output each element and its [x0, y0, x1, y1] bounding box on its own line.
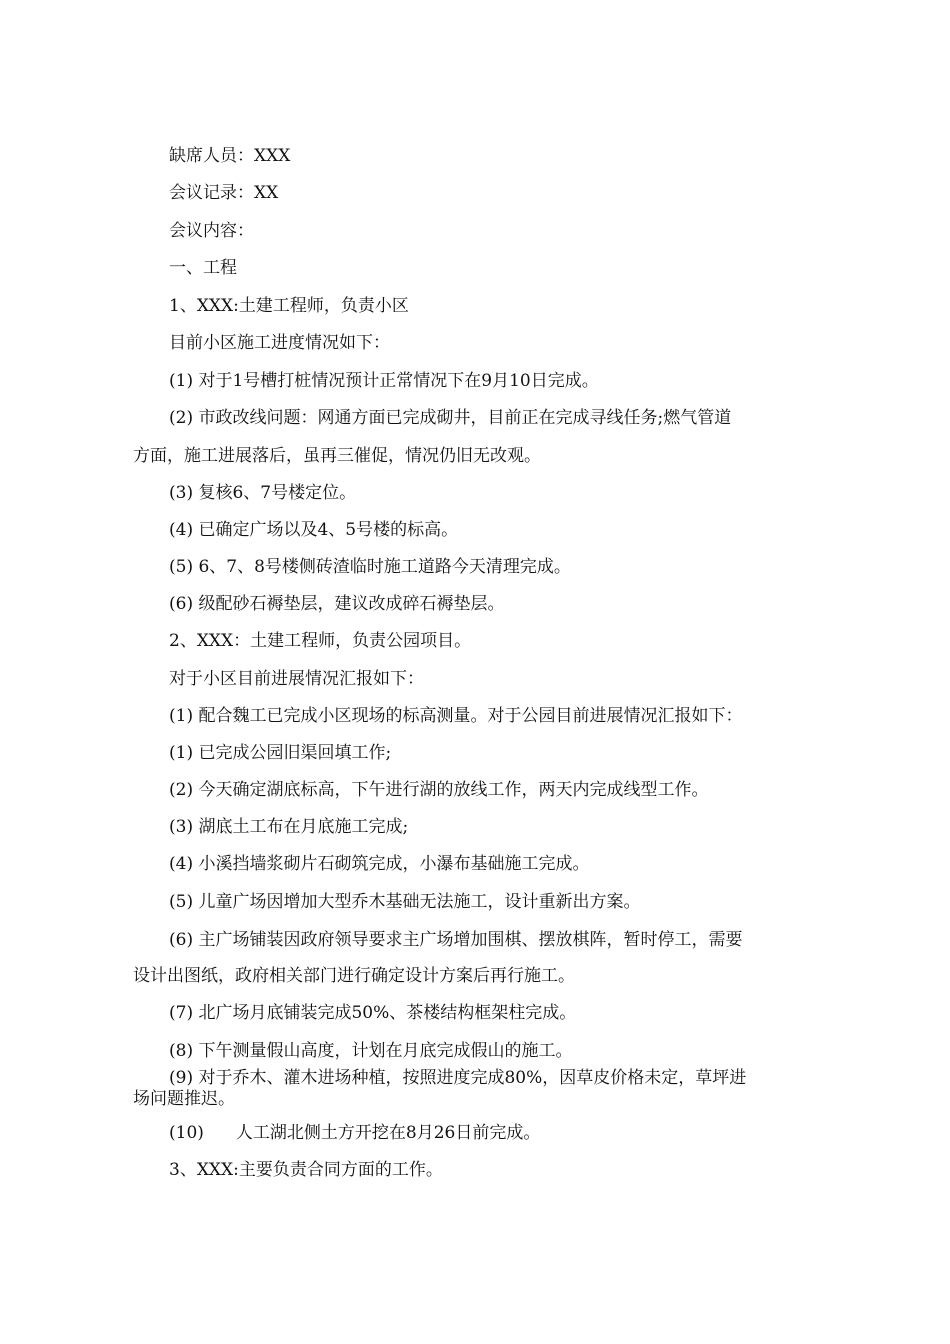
person1-intro: 1、XXX:土建工程师，负责小区: [169, 296, 409, 316]
person2-park-item-5: (5) 儿童广场因增加大型乔木基础无法施工，设计重新出方案。: [169, 892, 641, 912]
person2-park-item-4: (4) 小溪挡墙浆砌片石砌筑完成，小瀑布基础施工完成。: [169, 854, 590, 874]
person2-park-item-9-continued: 场问题推迟。: [133, 1089, 235, 1109]
recorder-line: 会议记录：XX: [169, 183, 279, 203]
person1-item-5: (5) 6、7、8号楼侧砖渣临时施工道路今天清理完成。: [169, 557, 571, 577]
person2-summary: 对于小区目前进展情况汇报如下：: [169, 669, 424, 689]
person1-summary: 目前小区施工进度情况如下：: [169, 333, 390, 353]
person1-item-2-continued: 方面，施工进展落后，虽再三催促，情况仍旧无改观。: [133, 446, 541, 466]
person2-park-item-6: (6) 主广场铺装因政府领导要求主广场增加围棋、摆放棋阵，暂时停工，需要: [169, 930, 743, 950]
section-title: 一、工程: [169, 258, 237, 278]
person2-park-item-10: [133, 1122, 823, 1145]
person2-park-item-3: (3) 湖底土工布在月底施工完成;: [169, 817, 409, 837]
person1-item-4: (4) 已确定广场以及4、5号楼的标高。: [169, 520, 459, 540]
absent-line: 缺席人员：XXX: [169, 146, 291, 166]
person2-park-item-8: (8) 下午测量假山高度，计划在月底完成假山的施工。: [169, 1041, 573, 1061]
content-label: 会议内容：: [169, 221, 254, 241]
person1-item-6: (6) 级配砂石褥垫层，建议改成碎石褥垫层。: [169, 594, 505, 614]
person2-park-item-7: (7) 北广场月底铺装完成50%、茶楼结构框架柱完成。: [169, 1003, 577, 1023]
item-10-number: (10): [169, 1123, 204, 1143]
person2-park-item-1: (1) 已完成公园旧渠回填工作;: [169, 743, 392, 763]
person3-intro: 3、XXX:主要负责合同方面的工作。: [169, 1160, 443, 1180]
person2-park-item-9: (9) 对于乔木、灌木进场种植，按照进度完成80%，因草皮价格未定，草坪进: [169, 1068, 747, 1088]
person2-park-item-6-continued: 设计出图纸，政府相关部门进行确定设计方案后再行施工。: [133, 966, 575, 986]
person2-park-item-2: (2) 今天确定湖底标高，下午进行湖的放线工作，两天内完成线型工作。: [169, 780, 709, 800]
person1-item-1: (1) 对于1号槽打桩情况预计正常情况下在9月10日完成。: [169, 371, 599, 391]
person1-item-3: (3) 复核6、7号楼定位。: [169, 483, 357, 503]
person2-intro: 2、XXX：土建工程师，负责公园项目。: [169, 631, 472, 651]
person2-item-1: (1) 配合魏工已完成小区现场的标高测量。对于公园目前进展情况汇报如下：: [169, 706, 743, 726]
person1-item-2: (2) 市政改线问题：网通方面已完成砌井，目前正在完成寻线任务;燃气管道: [169, 408, 732, 428]
item-10-text: 人工湖北侧土方开挖在8月26日前完成。: [235, 1123, 541, 1143]
